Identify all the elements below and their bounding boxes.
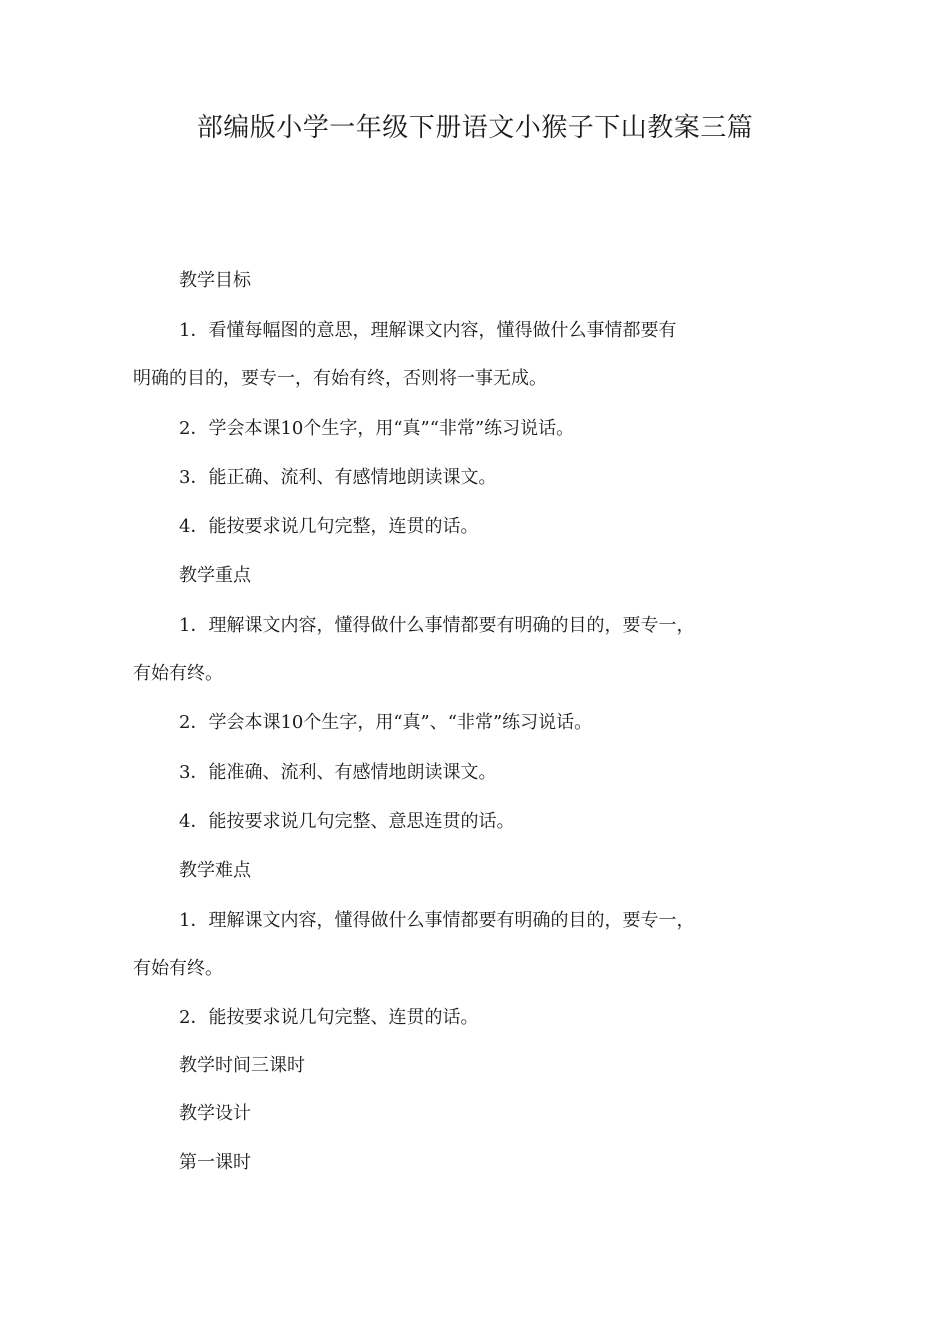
paragraph-line: 有始有终。 bbox=[133, 958, 223, 979]
paragraph-line: 有始有终。 bbox=[133, 663, 223, 684]
paragraph-line: 1．看懂每幅图的意思，理解课文内容，懂得做什么事情都要有 bbox=[179, 320, 677, 341]
paragraph-line: 1．理解课文内容，懂得做什么事情都要有明确的目的，要专一， bbox=[179, 615, 695, 636]
document-title: 部编版小学一年级下册语文小猴子下山教案三篇 bbox=[196, 113, 754, 143]
section-heading-objectives: 教学目标 bbox=[179, 270, 251, 291]
paragraph-line: 4．能按要求说几句完整，连贯的话。 bbox=[179, 516, 479, 537]
section-heading-design: 教学设计 bbox=[179, 1103, 251, 1124]
paragraph-line: 3．能准确、流利、有感情地朗读课文。 bbox=[179, 762, 497, 783]
teaching-time-line: 教学时间三课时 bbox=[179, 1055, 305, 1076]
lesson-heading: 第一课时 bbox=[179, 1152, 251, 1173]
paragraph-line: 2．能按要求说几句完整、连贯的话。 bbox=[179, 1007, 479, 1028]
paragraph-line: 3．能正确、流利、有感情地朗读课文。 bbox=[179, 467, 497, 488]
section-heading-key-points: 教学重点 bbox=[179, 565, 251, 586]
section-heading-difficulties: 教学难点 bbox=[179, 860, 251, 881]
paragraph-line: 明确的目的，要专一，有始有终，否则将一事无成。 bbox=[133, 368, 547, 389]
paragraph-line: 1．理解课文内容，懂得做什么事情都要有明确的目的，要专一， bbox=[179, 910, 695, 931]
paragraph-line: 2．学会本课10个生字，用“真”、“非常”练习说话。 bbox=[179, 712, 593, 733]
paragraph-line: 2．学会本课10个生字，用“真”“非常”练习说话。 bbox=[179, 418, 575, 439]
paragraph-line: 4．能按要求说几句完整、意思连贯的话。 bbox=[179, 811, 515, 832]
